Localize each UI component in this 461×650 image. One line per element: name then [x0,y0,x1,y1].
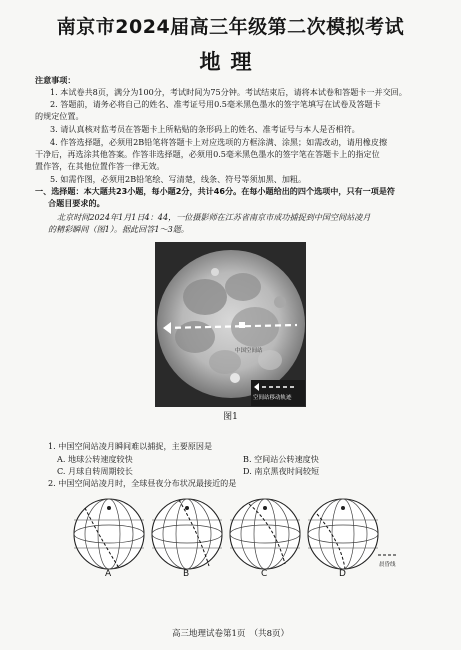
option-a: A. 地球公转速度较快 [57,454,133,464]
intro-text: 北京时间2024年1月1日4：44，一位摄影师在江苏省南京市成功捕捉到中国空间站凌月 [57,212,371,222]
question-stem: 2. 中国空间站凌月时，全球昼夜分布状况最接近的是 [48,478,237,488]
notice-heading: 注意事项： [35,75,76,85]
globe-label: B [183,569,190,579]
globe-label: D [339,569,346,579]
section-heading: 合题目要求的。 [48,198,105,208]
page-footer: 高三地理试卷第1页 （共8页） [171,629,290,639]
track-legend: 空间站移动轨迹 [253,395,292,401]
globe-diagram [149,496,225,572]
station-label: 中国空间站 [235,348,263,354]
section-heading: 一、选择题：本大题共23小题，每小题2分，共计46分。在每小题给出的四个选项中，只有一项是符 [35,186,396,196]
exam-title: 南京市2024届高三年级第二次模拟考试 [56,16,405,38]
legend-label: 晨昏线 [379,562,396,568]
option-c: C. 月球自转周期较长 [57,466,133,476]
subject-title: 地理 [199,50,262,74]
notice-line: 5. 如需作图，必须用2B铅笔绘、写清楚，线条、符号等须加黑、加粗。 [50,174,307,184]
legend-line [377,552,399,558]
notice-line: 2. 答题前，请务必将自己的姓名、准考证号用0.5毫米黑色墨水的签字笔填写在试卷及答题卡 [50,99,381,109]
station-mark [239,322,245,328]
figure-caption: 图1 [223,412,238,422]
notice-line: 的规定位置。 [35,111,84,121]
notice-line: 3. 请认真核对监考员在答题卡上所粘贴的条形码上的姓名、准考证号与本人是否相符。 [50,124,360,134]
globe-diagram [305,496,381,572]
moon-photo [155,242,306,407]
notice-line: 干净后，再选涂其他答案。作答非选择题，必须用0.5毫米黑色墨水的签字笔在答题卡上的指定位 [35,149,380,159]
option-d: D. 南京黑夜时间较短 [243,466,320,476]
globe-label: A [105,569,112,579]
option-b: B. 空间站公转速度快 [243,454,319,464]
question-stem: 1. 中国空间站凌月瞬间难以捕捉，主要原因是 [48,441,213,451]
globe-diagram [227,496,303,572]
intro-text: 的精彩瞬间（图1）。据此回答1～3题。 [48,224,189,234]
notice-line: 置作答，在其他位置作答一律无效。 [35,161,165,171]
globe-diagram [71,496,147,572]
notice-line: 1. 本试卷共8页，满分为100分，考试时间为75分钟。考试结束后，请将本试卷和答题卡一并交回。 [50,87,407,97]
notice-line: 4. 作答选择题，必须用2B铅笔将答题卡上对应选项的方框涂满、涂黑；如需改动，请用橡皮擦 [50,137,388,147]
globe-label: C [261,569,268,579]
moon-image [155,242,306,407]
